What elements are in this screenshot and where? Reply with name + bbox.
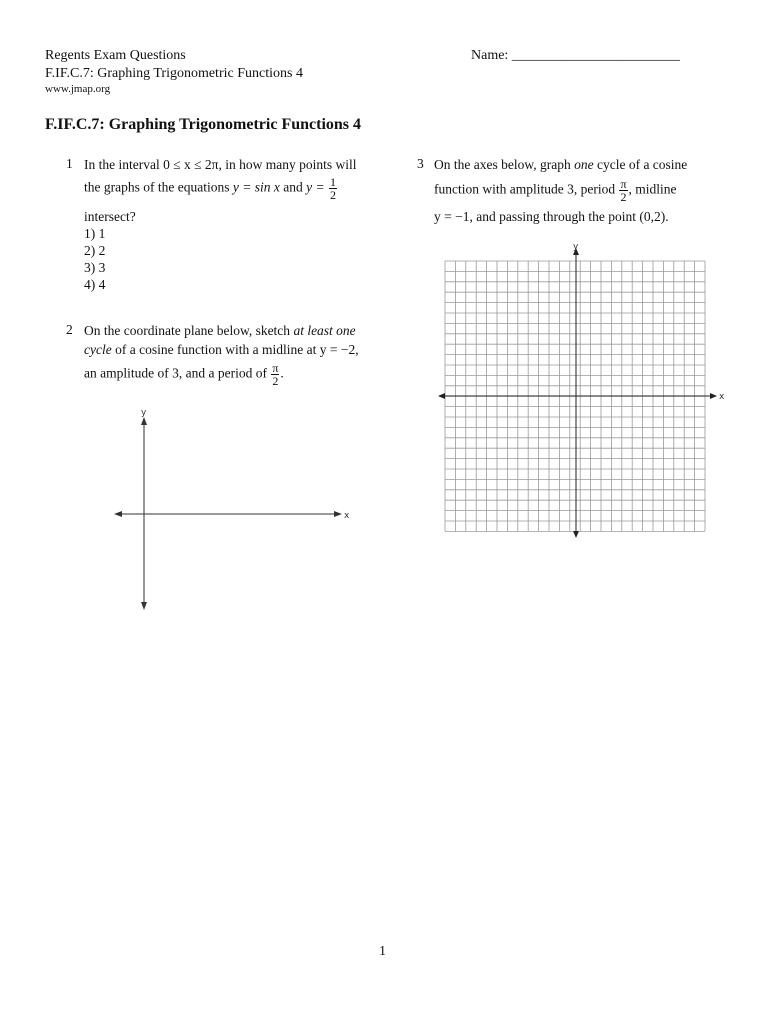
q2-x-arrow-right <box>334 511 342 517</box>
q3-x-label: x <box>719 392 725 402</box>
q1-line3: intersect? <box>84 209 136 224</box>
name-field-label: Name: ________________________ <box>471 48 680 63</box>
q1-option-3: 3) 3 <box>84 260 106 275</box>
q3-line3: y = −1, and passing through the point (0,2). <box>434 209 669 224</box>
q3-number: 3 <box>417 156 424 171</box>
q2-fraction: $\frac{\pi}{2}$ <box>272 361 279 388</box>
q3-x-arrow-right <box>710 393 717 399</box>
header-standard: F.IF.C.7: Graphing Trigonometric Functions 4 <box>45 66 303 81</box>
header-course: Regents Exam Questions <box>45 48 186 63</box>
q2-y-label: y <box>141 408 147 418</box>
q3-coordinate-grid <box>430 238 730 543</box>
q1-line2: the graphs of the equations y = sin x and y = $\frac{1}{2}$ <box>84 175 336 202</box>
q3-line2: function with amplitude 3, period $\frac{\pi}{2}$ , midline <box>434 177 677 204</box>
q1-option-2: 2) 2 <box>84 243 106 258</box>
q2-line2: cycle of a cosine function with a midline at y = −2, <box>84 342 359 357</box>
q1-number: 1 <box>66 156 73 171</box>
q3-fraction: $\frac{\pi}{2}$ <box>620 177 627 204</box>
page-number: 1 <box>379 944 386 959</box>
q1-option-1: 1) 1 <box>84 226 106 241</box>
q1-fraction: $\frac{1}{2}$ <box>329 175 336 202</box>
page-title: F.IF.C.7: Graphing Trigonometric Functions 4 <box>45 116 362 133</box>
q3-y-label: y <box>573 242 579 252</box>
q3-y-arrow-down <box>573 531 579 538</box>
q2-line1: On the coordinate plane below, sketch at least one <box>84 323 356 338</box>
q2-coordinate-axes <box>100 400 360 615</box>
q2-x-arrow-left <box>114 511 122 517</box>
q2-line3: an amplitude of 3, and a period of $\frac{\pi}{2}$ . <box>84 361 284 388</box>
header-website: www.jmap.org <box>45 83 111 95</box>
q2-x-label: x <box>344 511 350 521</box>
q2-y-arrow-down <box>141 602 147 610</box>
q1-line1: In the interval 0 ≤ x ≤ 2π, in how many points will <box>84 157 357 172</box>
q2-number: 2 <box>66 322 73 337</box>
q3-line1: On the axes below, graph one cycle of a cosine <box>434 157 688 172</box>
q3-x-arrow-left <box>438 393 445 399</box>
q2-y-arrow-up <box>141 417 147 425</box>
q1-option-4: 4) 4 <box>84 277 106 292</box>
